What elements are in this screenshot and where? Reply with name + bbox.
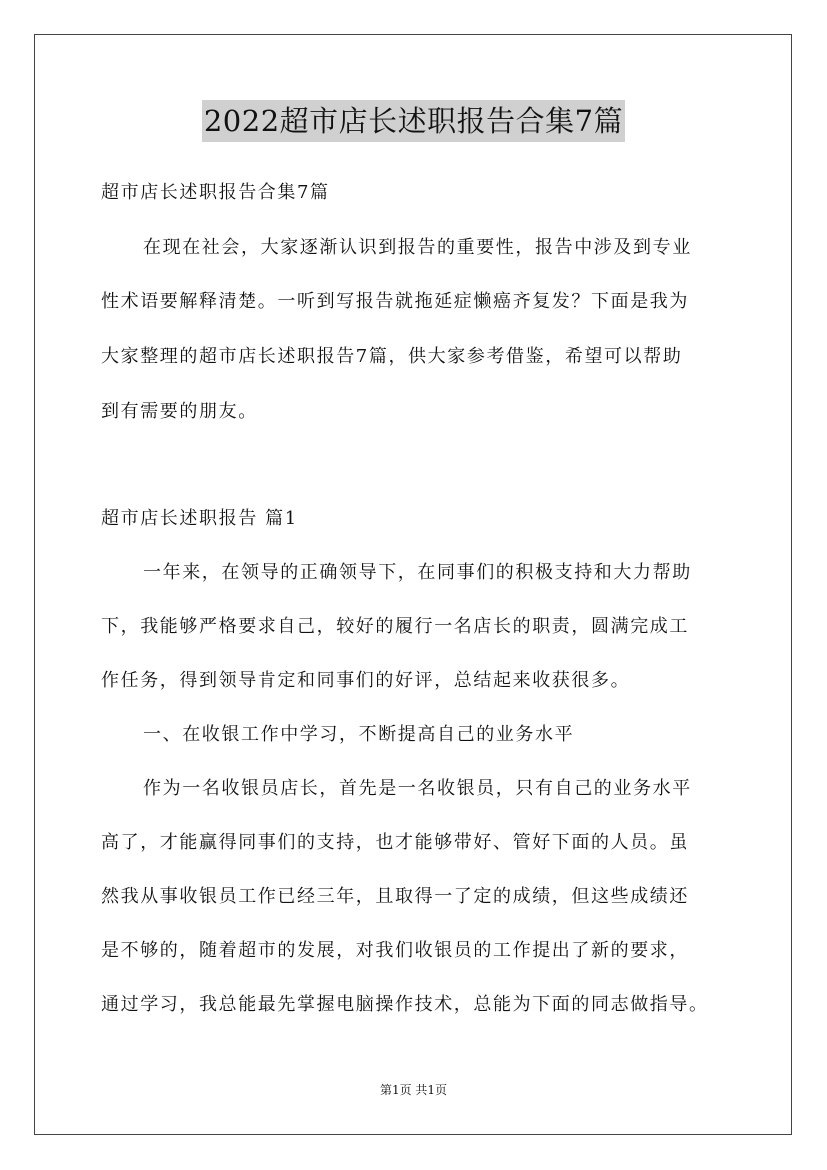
para2-line-3: 然我从事收银员工作已经三年，且取得一了定的成绩，但这些成绩还 bbox=[101, 886, 689, 907]
title-container bbox=[0, 100, 827, 142]
para2-line-5: 通过学习，我总能最先掌握电脑操作技术，总能为下面的同志做指导。 bbox=[101, 994, 709, 1015]
para1-line-1: 一年来，在领导的正确领导下，在同事们的积极支持和大力帮助 bbox=[143, 562, 692, 583]
intro-line-2: 性术语要解释清楚。一听到写报告就拖延症懒癌齐复发？下面是我为 bbox=[101, 291, 689, 312]
document-subtitle: 超市店长述职报告合集7篇 bbox=[101, 182, 330, 203]
intro-line-3: 大家整理的超市店长述职报告7篇，供大家参考借鉴，希望可以帮助 bbox=[101, 346, 683, 367]
section-heading: 超市店长述职报告 篇1 bbox=[101, 508, 298, 529]
subheading: 一、在收银工作中学习，不断提高自己的业务水平 bbox=[143, 724, 575, 745]
para2-line-4: 是不够的，随着超市的发展，对我们收银员的工作提出了新的要求， bbox=[101, 940, 689, 961]
para2-line-2: 高了，才能赢得同事们的支持，也才能够带好、管好下面的人员。虽 bbox=[101, 832, 689, 853]
intro-line-4: 到有需要的朋友。 bbox=[101, 401, 258, 422]
document-title: 2022超市店长述职报告合集7篇 bbox=[202, 100, 625, 142]
page-footer: 第1页 共1页 bbox=[379, 1083, 448, 1097]
para1-line-2: 下，我能够严格要求自己，较好的履行一名店长的职责，圆满完成工 bbox=[101, 616, 689, 637]
para1-line-3: 作任务，得到领导肯定和同事们的好评，总结起来收获很多。 bbox=[101, 670, 631, 691]
para2-line-1: 作为一名收银员店长，首先是一名收银员，只有自己的业务水平 bbox=[143, 778, 692, 799]
intro-line-1: 在现在社会，大家逐渐认识到报告的重要性，报告中涉及到专业 bbox=[143, 237, 692, 258]
